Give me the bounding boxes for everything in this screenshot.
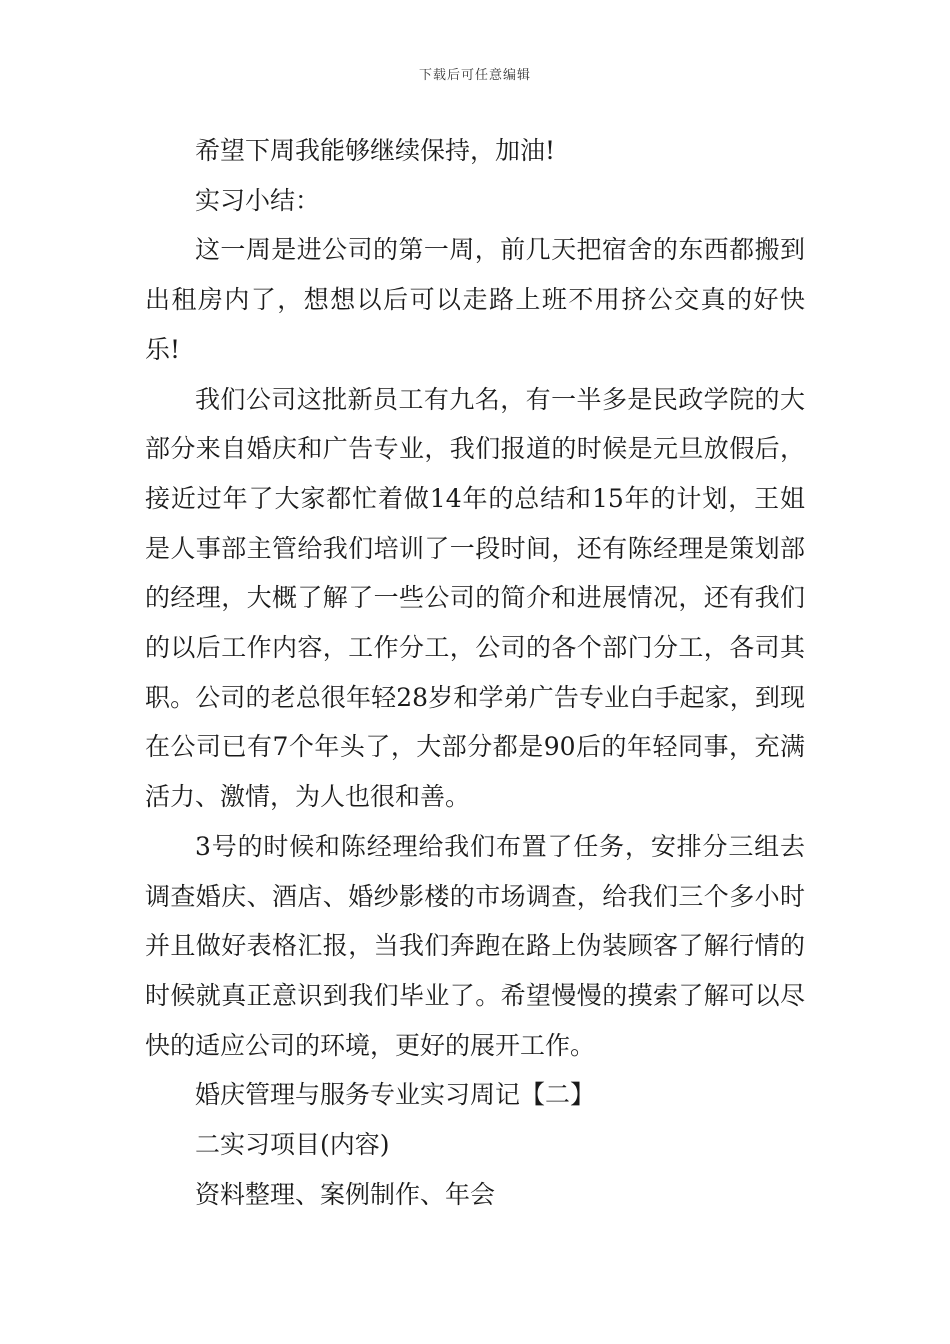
document-body	[145, 126, 805, 1219]
paragraph-project-heading: 二实习项目(内容)	[195, 1130, 390, 1160]
paragraph-market-survey: 3号的时候和陈经理给我们布置了任务，安排分三组去调查婚庆、酒店、婚纱影楼的市场调查，给我们三个多小时并且做好表格汇报，当我们奔跑在路上伪装顾客了解行情的时候就真正意识到我们毕业了。希望慢慢的摸索了解可以尽快的适应公司的环境，更好的展开工作。	[145, 831, 805, 1060]
paragraph-section-title: 婚庆管理与服务专业实习周记【二】	[195, 1080, 596, 1110]
paragraph-project-items: 资料整理、案例制作、年会	[195, 1179, 496, 1209]
paragraph-summary-heading: 实习小结：	[195, 185, 321, 215]
paragraph-new-staff: 我们公司这批新员工有九名，有一半多是民政学院的大部分来自婚庆和广告专业，我们报道的时候是元旦放假后，接近过年了大家都忙着做14年的总结和15年的计划，王姐是人事部主管给我们培训了一段时间，还有陈经理是策划部的经理，大概了解了一些公司的简介和进展情况，还有我们的以后工作内容，工作分工，公司的各个部门分工，各司其职。公司的老总很年轻28岁和学弟广告专业白手起家，到现在公司已有7个年头了，大部分都是90后的年轻同事，充满活力、激情，为人也很和善。	[145, 384, 805, 812]
page-header-note: 下载后可任意编辑	[418, 68, 531, 83]
paragraph-closing-wish: 希望下周我能够继续保持，加油!	[195, 136, 556, 165]
paragraph-first-week: 这一周是进公司的第一周，前几天把宿舍的东西都搬到出租房内了，想想以后可以走路上班不用挤公交真的好快乐!	[145, 235, 805, 364]
